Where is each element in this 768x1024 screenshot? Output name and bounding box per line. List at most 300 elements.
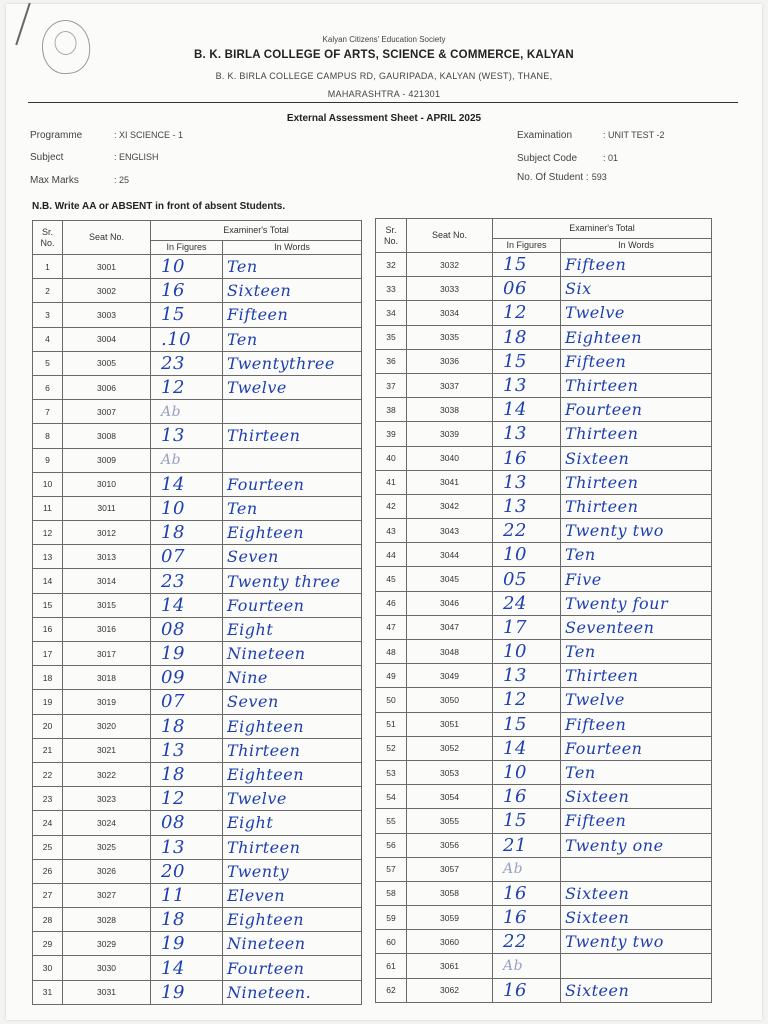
marks-words-cell: Eighteen (223, 521, 362, 545)
seat-no-cell: 3054 (407, 785, 493, 809)
sr-no-cell: 22 (33, 762, 63, 786)
marks-figures-cell: 06 (493, 277, 561, 301)
marks-words-cell: Ten (223, 496, 362, 520)
marks-words-cell: Eleven (223, 883, 362, 907)
table-row (33, 424, 362, 448)
seat-no-cell: 3014 (63, 569, 151, 593)
sr-no-cell: 1 (33, 255, 63, 279)
marks-words-cell: Twelve (561, 688, 712, 712)
marks-words-cell: Nineteen (223, 642, 362, 666)
marks-figures-cell: 18 (151, 521, 223, 545)
sr-no-cell: 35 (376, 325, 407, 349)
marks-table-left (32, 220, 362, 1005)
sr-no-cell: 28 (33, 908, 63, 932)
table-row (376, 664, 712, 688)
marks-figures-cell: 16 (493, 881, 561, 905)
sr-no-cell: 10 (33, 472, 63, 496)
marks-words-cell: Twelve (561, 301, 712, 325)
table-row (376, 906, 712, 930)
sheet-title: External Assessment Sheet - APRIL 2025 (286, 113, 482, 124)
seat-no-cell: 3038 (407, 398, 493, 422)
sr-no-cell: 40 (376, 446, 407, 470)
header-divider (28, 102, 738, 103)
sr-no-cell: 46 (376, 591, 407, 615)
marks-figures-cell: 15 (493, 712, 561, 736)
examiner-total-header: Examiner's Total (151, 221, 362, 241)
marks-figures-cell: 22 (493, 519, 561, 543)
marks-words-cell: Ten (561, 543, 712, 567)
marks-figures-cell: 12 (493, 301, 561, 325)
table-row (33, 956, 362, 980)
seat-no-cell: 3033 (407, 277, 493, 301)
marks-figures-cell: 13 (493, 422, 561, 446)
examination-label: Examination (517, 130, 573, 141)
marks-words-cell: Fifteen (561, 349, 712, 373)
seat-no-cell: 3019 (63, 690, 151, 714)
sr-no-cell: 32 (376, 253, 407, 277)
marks-figures-cell: 14 (151, 593, 223, 617)
marks-words-cell: Ten (223, 327, 362, 351)
table-row (376, 398, 712, 422)
seat-no-cell: 3021 (63, 738, 151, 762)
marks-figures-cell: 18 (493, 325, 561, 349)
table-row (33, 279, 362, 303)
marks-figures-cell: 18 (151, 908, 223, 932)
society-name: Kalyan Citizens' Education Society (322, 35, 446, 44)
marks-words-cell: Fifteen (223, 303, 362, 327)
marks-figures-cell: 16 (493, 446, 561, 470)
seat-no-cell: 3052 (407, 736, 493, 760)
seat-no-cell: 3022 (63, 762, 151, 786)
in-figures-header: In Figures (493, 239, 561, 253)
marks-words-cell: Twelve (223, 375, 362, 399)
seat-no-cell: 3013 (63, 545, 151, 569)
sr-no-cell: 2 (33, 279, 63, 303)
seat-no-cell: 3026 (63, 859, 151, 883)
sr-no-cell: 23 (33, 787, 63, 811)
seat-no-cell: 3062 (407, 978, 493, 1002)
seat-no-cell: 3051 (407, 712, 493, 736)
seat-no-cell: 3036 (407, 349, 493, 373)
marks-figures-cell: Ab (151, 448, 223, 472)
seat-no-cell: 3025 (63, 835, 151, 859)
sr-no-cell: 41 (376, 470, 407, 494)
marks-figures-cell: 14 (493, 736, 561, 760)
table-row (33, 400, 362, 424)
sr-no-header: Sr. No. (33, 221, 63, 255)
sr-no-cell: 24 (33, 811, 63, 835)
seat-no-cell: 3004 (63, 327, 151, 351)
marks-words-cell: Thirteen (223, 738, 362, 762)
marks-figures-cell: 10 (493, 543, 561, 567)
seat-no-cell: 3039 (407, 422, 493, 446)
marks-words-cell: Eighteen (223, 714, 362, 738)
table-row (33, 908, 362, 932)
marks-figures-cell: 19 (151, 980, 223, 1004)
table-row (376, 446, 712, 470)
seat-no-cell: 3058 (407, 881, 493, 905)
marks-figures-cell: 13 (493, 664, 561, 688)
seat-no-cell: 3030 (63, 956, 151, 980)
seat-no-cell: 3010 (63, 472, 151, 496)
seat-no-cell: 3061 (407, 954, 493, 978)
marks-figures-cell: 18 (151, 714, 223, 738)
seat-no-cell: 3009 (63, 448, 151, 472)
table-row (33, 496, 362, 520)
table-row (33, 859, 362, 883)
marks-words-cell: Seventeen (561, 615, 712, 639)
marks-words-cell: Thirteen (223, 424, 362, 448)
marks-words-cell: Twenty three (223, 569, 362, 593)
college-name: B. K. BIRLA COLLEGE OF ARTS, SCIENCE & COMMERCE, KALYAN (194, 49, 574, 61)
marks-figures-cell: 21 (493, 833, 561, 857)
marks-words-cell: Eighteen (223, 762, 362, 786)
marks-figures-cell: 20 (151, 859, 223, 883)
sr-no-cell: 42 (376, 494, 407, 518)
seat-no-cell: 3006 (63, 375, 151, 399)
sr-no-cell: 49 (376, 664, 407, 688)
seat-no-cell: 3031 (63, 980, 151, 1004)
table-row (33, 980, 362, 1004)
marks-words-cell: Eight (223, 811, 362, 835)
seat-no-cell: 3043 (407, 519, 493, 543)
marks-words-cell: Ten (223, 255, 362, 279)
marks-figures-cell: Ab (493, 857, 561, 881)
sr-no-cell: 5 (33, 351, 63, 375)
marks-words-cell: Fourteen (223, 593, 362, 617)
marks-figures-cell: 08 (151, 617, 223, 641)
table-row (376, 325, 712, 349)
marks-words-cell: Fifteen (561, 712, 712, 736)
sr-no-cell: 47 (376, 615, 407, 639)
maxmarks-field (30, 175, 129, 186)
marks-words-cell (561, 857, 712, 881)
marks-words-cell: Sixteen (223, 279, 362, 303)
marks-words-cell: Nine (223, 666, 362, 690)
table-row (376, 833, 712, 857)
seat-no-cell: 3047 (407, 615, 493, 639)
marks-words-cell: Fourteen (223, 956, 362, 980)
sr-no-cell: 21 (33, 738, 63, 762)
table-row (376, 567, 712, 591)
table-row (376, 373, 712, 397)
sr-no-cell: 33 (376, 277, 407, 301)
marks-figures-cell: 16 (151, 279, 223, 303)
table-row (33, 472, 362, 496)
seat-no-cell: 3011 (63, 496, 151, 520)
marks-figures-cell: 10 (151, 496, 223, 520)
sr-no-cell: 13 (33, 545, 63, 569)
in-words-header: In Words (223, 241, 362, 255)
marks-words-cell: Twelve (223, 787, 362, 811)
sr-no-cell: 15 (33, 593, 63, 617)
table-row (376, 591, 712, 615)
table-row (376, 978, 712, 1002)
sr-no-cell: 12 (33, 521, 63, 545)
marks-words-cell: Twenty four (561, 591, 712, 615)
seat-no-cell: 3048 (407, 640, 493, 664)
sr-no-cell: 43 (376, 519, 407, 543)
sr-no-cell: 50 (376, 688, 407, 712)
sr-no-cell: 52 (376, 736, 407, 760)
sr-no-cell: 8 (33, 424, 63, 448)
seat-no-cell: 3059 (407, 906, 493, 930)
seat-no-cell: 3057 (407, 857, 493, 881)
table-row (33, 617, 362, 641)
table-row (33, 545, 362, 569)
marks-table-right (375, 218, 712, 1003)
marks-words-cell: Thirteen (561, 470, 712, 494)
in-figures-header: In Figures (151, 241, 223, 255)
subject-code-field (517, 153, 618, 164)
table-row (33, 835, 362, 859)
subject-field (30, 152, 159, 163)
table-row (376, 519, 712, 543)
marks-words-cell: Thirteen (561, 494, 712, 518)
table-row (376, 422, 712, 446)
marks-words-cell: Sixteen (561, 446, 712, 470)
table-row (33, 787, 362, 811)
marks-figures-cell: 15 (493, 253, 561, 277)
sr-no-cell: 19 (33, 690, 63, 714)
marks-words-cell: Thirteen (223, 835, 362, 859)
seat-no-cell: 3027 (63, 883, 151, 907)
marks-words-cell: Twenty two (561, 930, 712, 954)
sr-no-cell: 6 (33, 375, 63, 399)
subject-code-value: : 01 (603, 153, 619, 163)
seat-no-cell: 3028 (63, 908, 151, 932)
sr-no-cell: 4 (33, 327, 63, 351)
sr-no-cell: 7 (33, 400, 63, 424)
marks-figures-cell: 24 (493, 591, 561, 615)
marks-figures-cell: 10 (493, 640, 561, 664)
marks-words-cell: Fifteen (561, 809, 712, 833)
sr-no-cell: 3 (33, 303, 63, 327)
marks-figures-cell: Ab (493, 954, 561, 978)
seat-no-cell: 3046 (407, 591, 493, 615)
sr-no-cell: 56 (376, 833, 407, 857)
marks-words-cell: Twentythree (223, 351, 362, 375)
marks-figures-cell: 18 (151, 762, 223, 786)
table-row (376, 277, 712, 301)
address-line-2: MAHARASHTRA - 421301 (327, 89, 441, 99)
marks-figures-cell: 19 (151, 642, 223, 666)
sr-no-cell: 44 (376, 543, 407, 567)
marks-words-cell: Twenty two (561, 519, 712, 543)
sr-no-cell: 29 (33, 932, 63, 956)
marks-words-cell: Eighteen (223, 908, 362, 932)
marks-figures-cell: 16 (493, 785, 561, 809)
seat-no-cell: 3020 (63, 714, 151, 738)
seat-no-cell: 3055 (407, 809, 493, 833)
table-row (376, 470, 712, 494)
seat-no-cell: 3003 (63, 303, 151, 327)
seat-no-cell: 3007 (63, 400, 151, 424)
absent-note: N.B. Write AA or ABSENT in front of absent Students. (32, 201, 286, 212)
marks-figures-cell: 16 (493, 906, 561, 930)
marks-words-cell: Sixteen (561, 785, 712, 809)
table-row (376, 688, 712, 712)
marks-words-cell: Fourteen (561, 736, 712, 760)
seat-no-cell: 3017 (63, 642, 151, 666)
sr-no-header: Sr. No. (376, 219, 407, 253)
table-row (376, 857, 712, 881)
sr-no-cell: 34 (376, 301, 407, 325)
sr-no-cell: 9 (33, 448, 63, 472)
sr-no-cell: 53 (376, 760, 407, 784)
seat-no-cell: 3042 (407, 494, 493, 518)
seat-no-cell: 3023 (63, 787, 151, 811)
marks-words-cell: Thirteen (561, 664, 712, 688)
sr-no-cell: 58 (376, 881, 407, 905)
sr-no-cell: 14 (33, 569, 63, 593)
marks-figures-cell: 13 (151, 424, 223, 448)
table-row (33, 714, 362, 738)
seat-no-cell: 3045 (407, 567, 493, 591)
seat-no-cell: 3001 (63, 255, 151, 279)
marks-figures-cell: 05 (493, 567, 561, 591)
marks-words-cell: Sixteen (561, 906, 712, 930)
seat-no-header: Seat No. (63, 221, 151, 255)
marks-figures-cell: 13 (493, 373, 561, 397)
sr-no-cell: 62 (376, 978, 407, 1002)
marks-figures-cell: 14 (151, 956, 223, 980)
marks-figures-cell: 13 (493, 470, 561, 494)
seat-no-cell: 3041 (407, 470, 493, 494)
marks-words-cell: Sixteen (561, 978, 712, 1002)
sr-no-cell: 20 (33, 714, 63, 738)
marks-words-cell: Ten (561, 760, 712, 784)
marks-words-cell: Fifteen (561, 253, 712, 277)
seat-no-cell: 3044 (407, 543, 493, 567)
table-row (376, 301, 712, 325)
seat-no-cell: 3002 (63, 279, 151, 303)
table-row (376, 881, 712, 905)
marks-words-cell: Five (561, 567, 712, 591)
marks-figures-cell: 14 (151, 472, 223, 496)
table-row (376, 954, 712, 978)
seat-no-cell: 3056 (407, 833, 493, 857)
maxmarks-label: Max Marks (30, 175, 79, 186)
table-row (33, 666, 362, 690)
sr-no-cell: 36 (376, 349, 407, 373)
marks-words-cell: Ten (561, 640, 712, 664)
marks-figures-cell: 13 (493, 494, 561, 518)
table-row (376, 543, 712, 567)
sr-no-cell: 60 (376, 930, 407, 954)
sr-no-cell: 30 (33, 956, 63, 980)
sr-no-cell: 57 (376, 857, 407, 881)
marks-words-cell: Eighteen (561, 325, 712, 349)
marks-figures-cell: 14 (493, 398, 561, 422)
sr-no-cell: 39 (376, 422, 407, 446)
seat-no-cell: 3053 (407, 760, 493, 784)
marks-figures-cell: 15 (151, 303, 223, 327)
table-row (376, 809, 712, 833)
marks-words-cell: Twenty one (561, 833, 712, 857)
marks-words-cell: Six (561, 277, 712, 301)
sr-no-cell: 17 (33, 642, 63, 666)
marks-figures-cell: 12 (151, 375, 223, 399)
marks-words-cell: Nineteen. (223, 980, 362, 1004)
table-row (33, 690, 362, 714)
examination-value: : UNIT TEST -2 (603, 130, 665, 140)
table-row (33, 593, 362, 617)
subject-value: : ENGLISH (114, 152, 159, 162)
sr-no-cell: 26 (33, 859, 63, 883)
marks-figures-cell: 23 (151, 569, 223, 593)
marks-words-cell: Sixteen (561, 881, 712, 905)
table-row (376, 253, 712, 277)
table-row (376, 930, 712, 954)
seat-no-cell: 3040 (407, 446, 493, 470)
seat-no-cell: 3015 (63, 593, 151, 617)
table-row (376, 494, 712, 518)
marks-words-cell: Nineteen (223, 932, 362, 956)
table-row (33, 255, 362, 279)
sr-no-cell: 51 (376, 712, 407, 736)
marks-figures-cell: 22 (493, 930, 561, 954)
marks-figures-cell: 07 (151, 545, 223, 569)
marks-figures-cell: 11 (151, 883, 223, 907)
programme-label: Programme (30, 130, 83, 141)
marks-figures-cell: .10 (151, 327, 223, 351)
subject-code-label: Subject Code (517, 153, 578, 164)
table-row (33, 448, 362, 472)
table-row (33, 883, 362, 907)
seat-no-cell: 3008 (63, 424, 151, 448)
seat-no-cell: 3024 (63, 811, 151, 835)
seat-no-cell: 3005 (63, 351, 151, 375)
marks-figures-cell: 09 (151, 666, 223, 690)
marks-words-cell: Thirteen (561, 373, 712, 397)
sr-no-cell: 31 (33, 980, 63, 1004)
marks-figures-cell: 23 (151, 351, 223, 375)
seat-no-header: Seat No. (407, 219, 493, 253)
marks-figures-cell: 15 (493, 349, 561, 373)
marks-words-cell: Fourteen (223, 472, 362, 496)
seat-no-cell: 3016 (63, 617, 151, 641)
sr-no-cell: 27 (33, 883, 63, 907)
subject-label: Subject (30, 152, 64, 163)
seat-no-cell: 3037 (407, 373, 493, 397)
marks-words-cell (561, 954, 712, 978)
marks-figures-cell: 07 (151, 690, 223, 714)
seat-no-cell: 3029 (63, 932, 151, 956)
seat-no-cell: 3034 (407, 301, 493, 325)
sr-no-cell: 61 (376, 954, 407, 978)
examination-field (517, 130, 665, 141)
marks-words-cell: Fourteen (561, 398, 712, 422)
sr-no-cell: 38 (376, 398, 407, 422)
marks-words-cell: Eight (223, 617, 362, 641)
marks-words-cell: Seven (223, 690, 362, 714)
table-row (33, 811, 362, 835)
table-row (376, 640, 712, 664)
marks-words-cell (223, 448, 362, 472)
sr-no-cell: 11 (33, 496, 63, 520)
student-count-label: No. Of Student : (517, 172, 589, 183)
table-row (376, 736, 712, 760)
table-row (33, 642, 362, 666)
marks-figures-cell: 17 (493, 615, 561, 639)
table-row (33, 521, 362, 545)
table-row (33, 351, 362, 375)
seat-no-cell: 3018 (63, 666, 151, 690)
sr-no-cell: 25 (33, 835, 63, 859)
table-row (33, 375, 362, 399)
student-count-value: 593 (591, 172, 607, 182)
